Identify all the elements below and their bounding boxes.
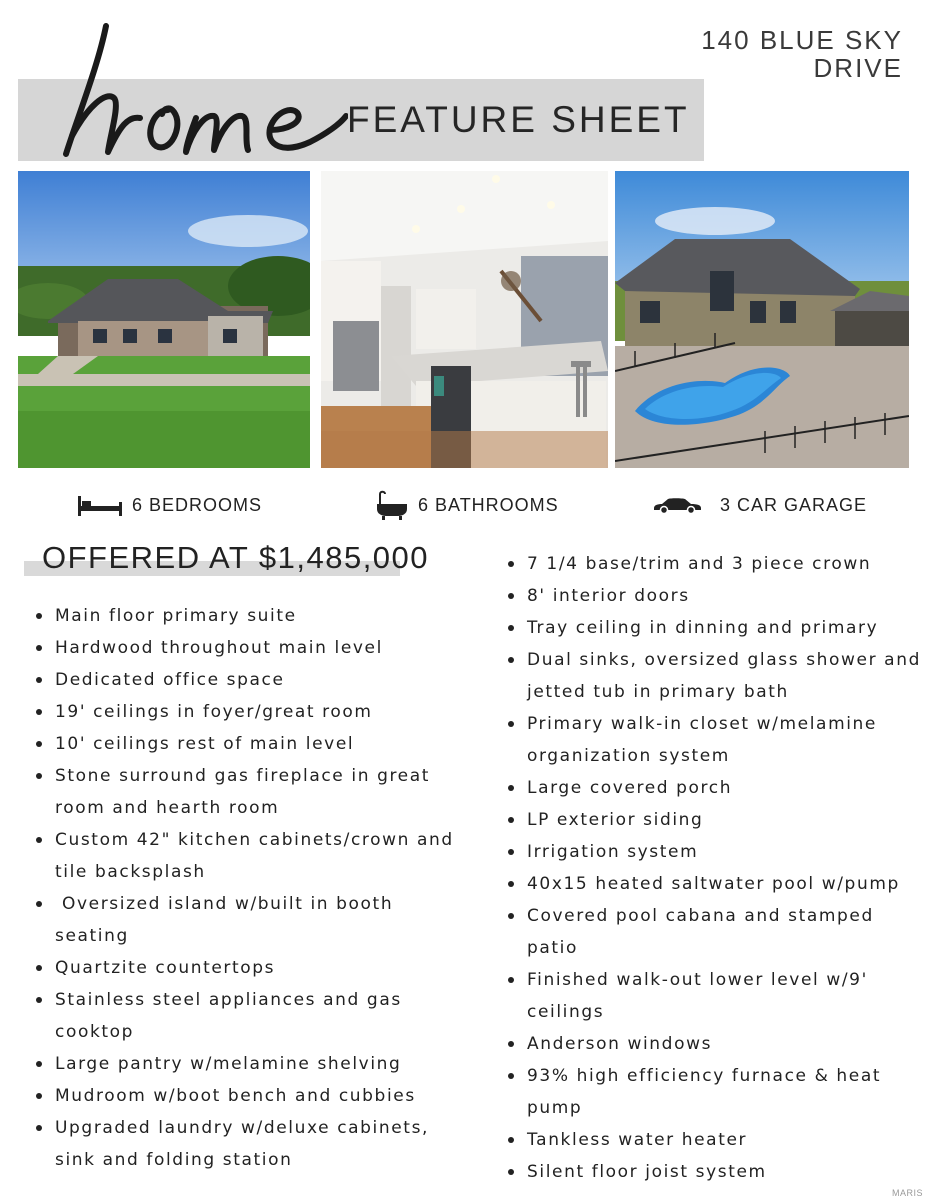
list-item: Tray ceiling in dinning and primary — [504, 612, 924, 644]
list-item: 10' ceilings rest of main level — [32, 728, 472, 760]
list-item: Anderson windows — [504, 1028, 924, 1060]
list-item: Covered pool cabana and stamped patio — [504, 900, 924, 964]
list-item: Stone surround gas fireplace in great room and hearth room — [32, 760, 472, 824]
pool-photo — [615, 171, 909, 468]
list-item: Large pantry w/melamine shelving — [32, 1048, 472, 1080]
list-item: Upgraded laundry w/deluxe cabinets, sink and folding station — [32, 1112, 472, 1176]
list-item: Oversized island w/built in booth seating — [32, 888, 472, 952]
list-item: 7 1/4 base/trim and 3 piece crown — [504, 548, 924, 580]
list-item: Custom 42" kitchen cabinets/crown and tile backsplash — [32, 824, 472, 888]
list-item: Tankless water heater — [504, 1124, 924, 1156]
front-exterior-photo — [18, 171, 310, 468]
garage-stat — [652, 490, 867, 520]
list-item: Dual sinks, oversized glass shower and jetted tub in primary bath — [504, 644, 924, 708]
list-item: 93% high efficiency furnace & heat pump — [504, 1060, 924, 1124]
features-list-right — [504, 548, 924, 1188]
list-item: 40x15 heated saltwater pool w/pump — [504, 868, 924, 900]
watermark: MARIS — [891, 1188, 923, 1198]
list-item: 19' ceilings in foyer/great room — [32, 696, 472, 728]
bedrooms-label: 6 BEDROOMS — [132, 494, 263, 515]
property-address: 140 BLUE SKY DRIVE — [701, 25, 903, 83]
list-item: Finished walk-out lower level w/9' ceilings — [504, 964, 924, 1028]
bed-icon — [78, 494, 122, 516]
list-item: Hardwood throughout main level — [32, 632, 472, 664]
bathrooms-label: 6 BATHROOMS — [418, 494, 559, 515]
feature-sheet-title: FEATURE SHEET — [347, 99, 690, 140]
list-item: Main floor primary suite — [32, 600, 472, 632]
price-block — [24, 540, 430, 580]
car-icon — [652, 496, 702, 514]
list-item: Mudroom w/boot bench and cubbies — [32, 1080, 472, 1112]
list-item: Quartzite countertops — [32, 952, 472, 984]
list-item: 8' interior doors — [504, 580, 924, 612]
list-item: Primary walk-in closet w/melamine organization system — [504, 708, 924, 772]
bathtub-icon — [376, 490, 408, 520]
bathrooms-stat — [376, 490, 559, 520]
offered-price: OFFERED AT $1,485,000 — [42, 540, 430, 575]
bedrooms-stat — [78, 490, 262, 520]
features-list-left — [32, 600, 472, 1176]
list-item: Large covered porch — [504, 772, 924, 804]
kitchen-photo — [321, 171, 608, 468]
list-item: Silent floor joist system — [504, 1156, 924, 1188]
garage-label: 3 CAR GARAGE — [720, 494, 868, 515]
list-item: LP exterior siding — [504, 804, 924, 836]
list-item: Dedicated office space — [32, 664, 472, 696]
home-script-logo — [58, 6, 348, 166]
list-item: Stainless steel appliances and gas cooktop — [32, 984, 472, 1048]
list-item: Irrigation system — [504, 836, 924, 868]
